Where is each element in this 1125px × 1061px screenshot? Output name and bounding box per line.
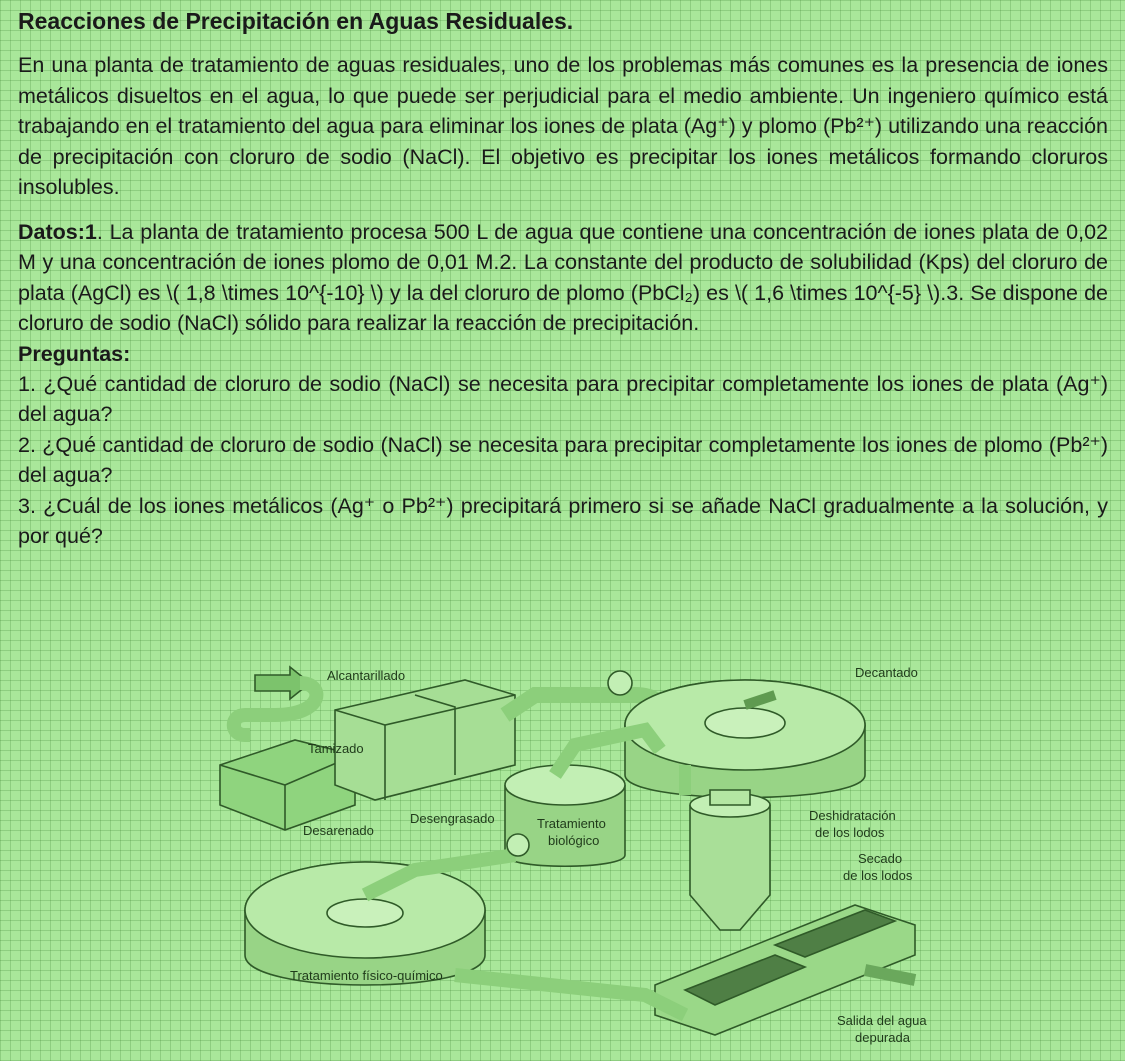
- label-salida-1: Salida del agua: [837, 1013, 927, 1028]
- label-tamizado: Tamizado: [308, 741, 364, 756]
- question-3: 3. ¿Cuál de los iones metálicos (Ag⁺ o Pb²⁺) precipitará primero si se añade NaCl gradualmente a la solución, y por qué?: [18, 493, 1108, 548]
- question-1: 1. ¿Qué cantidad de cloruro de sodio (NaCl) se necesita para precipitar completamente los iones de plata (Ag⁺) del agua?: [18, 371, 1108, 426]
- treatment-plant-illustration: [215, 655, 945, 1055]
- valve-icon-2: [507, 834, 529, 856]
- question-2: 2. ¿Qué cantidad de cloruro de sodio (NaCl) se necesita para precipitar completamente los iones de plomo (Pb²⁺) del agua?: [18, 432, 1108, 487]
- valve-icon: [608, 671, 632, 695]
- outlet-arrow-icon: [865, 970, 915, 980]
- label-alcantarillado: Alcantarillado: [327, 668, 406, 683]
- datos-label: Datos:1: [18, 219, 97, 244]
- label-deshidratacion-2: de los lodos: [815, 825, 885, 840]
- label-decantado: Decantado: [855, 665, 918, 680]
- label-desengrasado: Desengrasado: [410, 811, 495, 826]
- document-title: Reacciones de Precipitación en Aguas Residuales.: [18, 8, 574, 34]
- datos-paragraph: [18, 217, 1108, 339]
- document: [18, 6, 1108, 552]
- label-deshidratacion-1: Deshidratación: [809, 808, 896, 823]
- label-secado-2: de los lodos: [843, 868, 913, 883]
- label-desarenado: Desarenado: [303, 823, 374, 838]
- intro-paragraph: En una planta de tratamiento de aguas residuales, uno de los problemas más comunes es la presencia de iones metálicos disueltos en el agua, lo que puede ser perjudicial para el medio ambiente. Un ingeniero químico está trabajando en el tratamiento del agua para eliminar los iones de plata (Ag⁺) y plomo (Pb²⁺) utilizando una reacción de precipitación con cloruro de sodio (NaCl). El objetivo es precipitar los iones metálicos formando cloruros insolubles.: [18, 53, 1108, 199]
- label-tratamiento-biologico-1: Tratamiento: [537, 816, 606, 831]
- preguntas-heading: Preguntas:: [18, 341, 131, 366]
- label-tratamiento-biologico-2: biológico: [548, 833, 600, 848]
- datos-text: . La planta de tratamiento procesa 500 L de agua que contiene una concentración de iones plata de 0,02 M y una concentración de iones plomo de 0,01 M.2. La constante del producto de solubilidad (Kps) del cloruro de plata (AgCl) es \( 1,8 \times 10^{-10} \) y la del cloruro de plomo (PbCl₂) es \( 1,6 \times 10^{-5} \).3. Se dispone de cloruro de sodio (NaCl) sólido para realizar la reacción de precipitación.: [18, 219, 1108, 335]
- label-secado-1: Secado: [858, 851, 903, 866]
- label-salida-2: depurada: [855, 1030, 910, 1045]
- label-fisico-quimico: Tratamiento físico-químico: [290, 968, 443, 983]
- treatment-plant-diagram: [215, 655, 945, 1055]
